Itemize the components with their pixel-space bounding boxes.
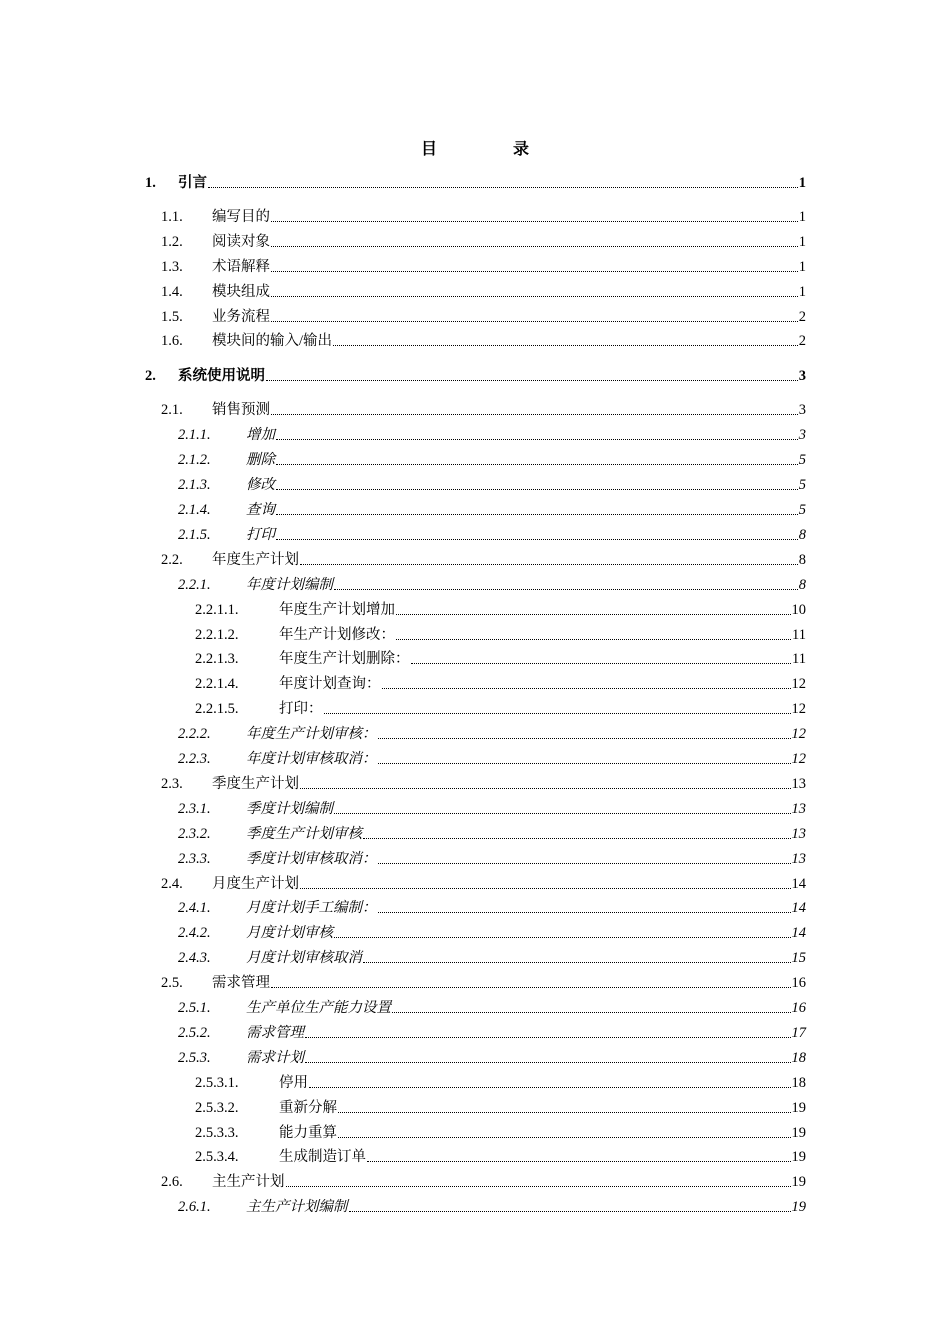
toc-entry-title: 能力重算 <box>279 1125 337 1141</box>
toc-entry-page: 19 <box>791 1149 806 1165</box>
toc-entry-page: 19 <box>791 1125 806 1141</box>
toc-entry[interactable] <box>195 1070 806 1092</box>
dot-leader <box>271 246 798 247</box>
toc-entry-title: 季度计划审核取消： <box>246 851 377 867</box>
toc-entry-page: 19 <box>791 1100 806 1116</box>
toc-entry-number: 2.4.1. <box>178 900 211 916</box>
toc-entry-number: 2.3.2. <box>178 826 211 842</box>
toc-entry[interactable] <box>195 646 806 668</box>
toc-entry-number: 2.2.3. <box>178 751 211 767</box>
dot-leader <box>334 937 791 938</box>
toc-entry-page: 3 <box>798 368 806 384</box>
toc-entry-title: 需求计划 <box>246 1050 304 1066</box>
toc-entry-title: 阅读对象 <box>212 234 270 250</box>
dot-leader <box>334 589 798 590</box>
dot-leader <box>276 539 798 540</box>
toc-entry[interactable] <box>195 1095 806 1117</box>
toc-entry-number: 2.5. <box>161 975 183 991</box>
toc-entry-page: 19 <box>791 1174 806 1190</box>
toc-entry[interactable] <box>195 597 806 619</box>
toc-entry[interactable] <box>195 696 806 718</box>
toc-entry-number: 1. <box>145 175 156 191</box>
toc-entry-number: 2.6.1. <box>178 1199 211 1215</box>
toc-entry-page: 14 <box>791 876 806 892</box>
dot-leader <box>305 1062 791 1063</box>
toc-entry[interactable] <box>178 895 806 917</box>
dot-leader <box>300 788 791 789</box>
toc-entry-number: 2.4. <box>161 876 183 892</box>
toc-entry-page: 3 <box>798 402 806 418</box>
toc-entry-number: 2.2.1. <box>178 577 211 593</box>
toc-entry-title: 月度计划手工编制： <box>246 900 377 916</box>
toc-entry-page: 17 <box>791 1025 806 1041</box>
toc-entry-number: 1.3. <box>161 259 183 275</box>
toc-entry-number: 2.1.2. <box>178 452 211 468</box>
toc-entry[interactable] <box>178 522 806 544</box>
toc-entry-title: 编写目的 <box>212 209 270 225</box>
toc-entry-page: 11 <box>792 627 806 643</box>
toc-entry-number: 2.5.3.4. <box>195 1149 239 1165</box>
toc-entry-number: 2.5.3.2. <box>195 1100 239 1116</box>
toc-entry[interactable] <box>178 796 806 818</box>
dot-leader <box>333 345 798 346</box>
toc-entry-number: 2.6. <box>161 1174 183 1190</box>
toc-entry[interactable] <box>178 1194 806 1216</box>
dot-leader <box>396 639 791 640</box>
toc-entry-page: 14 <box>791 900 806 916</box>
dot-leader <box>208 187 798 188</box>
toc-entry[interactable] <box>178 721 806 743</box>
toc-entry[interactable] <box>178 746 806 768</box>
dot-leader <box>276 464 798 465</box>
toc-entry-page: 5 <box>798 477 806 493</box>
dot-leader <box>338 1112 791 1113</box>
toc-entry-number: 2.3. <box>161 776 183 792</box>
toc-entry[interactable] <box>195 671 806 693</box>
toc-title: 目 录 <box>420 141 559 158</box>
toc-entry-title: 年度生产计划增加 <box>279 602 395 618</box>
toc-entry-page: 16 <box>791 1000 806 1016</box>
toc-entry-page: 8 <box>798 527 806 543</box>
dot-leader <box>271 414 798 415</box>
toc-entry[interactable] <box>145 170 806 192</box>
toc-entry[interactable] <box>178 472 806 494</box>
toc-entry-title: 年度计划编制 <box>246 577 333 593</box>
toc-entry-title: 季度计划编制 <box>246 801 333 817</box>
toc-entry[interactable] <box>161 771 806 793</box>
dot-leader <box>271 987 791 988</box>
toc-entry-page: 2 <box>798 333 806 349</box>
toc-entry-number: 2.2.1.1. <box>195 602 239 618</box>
toc-entry-page: 19 <box>791 1199 806 1215</box>
toc-entry[interactable] <box>161 871 806 893</box>
dot-leader <box>324 713 791 714</box>
toc-entry-number: 2.1.1. <box>178 427 211 443</box>
toc-entry[interactable] <box>161 970 806 992</box>
toc-entry-title: 需求管理 <box>212 975 270 991</box>
toc-entry-number: 2.2.1.4. <box>195 676 239 692</box>
toc-entry-title: 模块间的输入/输出 <box>212 333 333 349</box>
toc-entry[interactable] <box>161 254 806 276</box>
toc-entry-title: 增加 <box>246 427 275 443</box>
toc-entry-title: 需求管理 <box>246 1025 304 1041</box>
toc-entry-title: 年生产计划修改： <box>279 627 395 643</box>
dot-leader <box>300 564 798 565</box>
toc-entry-number: 1.4. <box>161 284 183 300</box>
toc-entry-title: 打印 <box>246 527 275 543</box>
dot-leader <box>349 1211 791 1212</box>
toc-entry-title: 修改 <box>246 477 275 493</box>
toc-entry[interactable] <box>195 622 806 644</box>
dot-leader <box>276 489 798 490</box>
toc-entry-title: 生成制造订单 <box>279 1149 366 1165</box>
dot-leader <box>392 1012 791 1013</box>
toc-entry-number: 2.2.1.3. <box>195 651 239 667</box>
toc-entry-title: 季度生产计划审核 <box>246 826 362 842</box>
toc-entry-page: 14 <box>791 925 806 941</box>
toc-entry-title: 生产单位生产能力设置 <box>246 1000 391 1016</box>
toc-entry-number: 1.1. <box>161 209 183 225</box>
toc-entry-number: 2.1.4. <box>178 502 211 518</box>
toc-entry-page: 12 <box>791 701 806 717</box>
dot-leader <box>367 1161 791 1162</box>
dot-leader <box>363 838 791 839</box>
toc-entry-page: 1 <box>798 234 806 250</box>
toc-entry-page: 13 <box>791 801 806 817</box>
toc-entry-number: 1.2. <box>161 234 183 250</box>
toc-entry-number: 2.4.2. <box>178 925 211 941</box>
toc-entry-number: 1.6. <box>161 333 183 349</box>
dot-leader <box>396 614 791 615</box>
toc-entry[interactable] <box>178 422 806 444</box>
toc-entry[interactable] <box>161 328 806 350</box>
toc-entry-number: 2.5.1. <box>178 1000 211 1016</box>
toc-entry-page: 18 <box>791 1075 806 1091</box>
toc-entry-number: 2.1.5. <box>178 527 211 543</box>
toc-entry[interactable] <box>178 572 806 594</box>
toc-entry-number: 2.5.3.3. <box>195 1125 239 1141</box>
toc-entry-title: 年度生产计划 <box>212 552 299 568</box>
toc-entry-title: 删除 <box>246 452 275 468</box>
dot-leader <box>300 888 791 889</box>
toc-entry-title: 查询 <box>246 502 275 518</box>
toc-entry-page: 15 <box>791 950 806 966</box>
dot-leader <box>378 763 791 764</box>
toc-entry-number: 2.5.3.1. <box>195 1075 239 1091</box>
toc-entry-title: 停用 <box>279 1075 308 1091</box>
toc-entry-page: 1 <box>798 175 806 191</box>
toc-entry-number: 2.2.1.5. <box>195 701 239 717</box>
toc-entry-page: 1 <box>798 259 806 275</box>
toc-entry-page: 18 <box>791 1050 806 1066</box>
toc-entry-page: 13 <box>791 851 806 867</box>
toc-entry[interactable] <box>161 304 806 326</box>
dot-leader <box>382 688 791 689</box>
dot-leader <box>411 663 792 664</box>
toc-entry-page: 11 <box>792 651 806 667</box>
toc-entry-page: 1 <box>798 209 806 225</box>
toc-entry[interactable] <box>161 204 806 226</box>
toc-entry-title: 术语解释 <box>212 259 270 275</box>
toc-entry-title: 主生产计划 <box>212 1174 285 1190</box>
toc-entry[interactable] <box>161 229 806 251</box>
toc-entry-title: 主生产计划编制 <box>246 1199 348 1215</box>
toc-entry-page: 2 <box>798 309 806 325</box>
dot-leader <box>276 514 798 515</box>
toc-entry[interactable] <box>178 497 806 519</box>
toc-entry-title: 业务流程 <box>212 309 270 325</box>
dot-leader <box>305 1037 791 1038</box>
toc-entry[interactable] <box>178 920 806 942</box>
toc-entry[interactable] <box>161 547 806 569</box>
toc-entry[interactable] <box>178 945 806 967</box>
toc-entry[interactable] <box>178 1045 806 1067</box>
dot-leader <box>378 863 791 864</box>
toc-entry-title: 月度生产计划 <box>212 876 299 892</box>
toc-entry-page: 16 <box>791 975 806 991</box>
toc-entry[interactable] <box>178 846 806 868</box>
toc-entry-number: 2.5.2. <box>178 1025 211 1041</box>
toc-entry[interactable] <box>195 1120 806 1142</box>
toc-entry[interactable] <box>178 995 806 1017</box>
dot-leader <box>266 380 798 381</box>
dot-leader <box>378 912 791 913</box>
toc-entry-title: 月度计划审核取消 <box>246 950 362 966</box>
toc-entry-number: 2.1. <box>161 402 183 418</box>
toc-entry-page: 1 <box>798 284 806 300</box>
toc-entry-page: 13 <box>791 776 806 792</box>
toc-entry-page: 3 <box>798 427 806 443</box>
toc-entry-number: 2.3.3. <box>178 851 211 867</box>
toc-entry[interactable] <box>178 447 806 469</box>
dot-leader <box>271 321 798 322</box>
toc-entry-number: 2. <box>145 368 156 384</box>
toc-entry[interactable] <box>178 1020 806 1042</box>
toc-entry-number: 2.2.2. <box>178 726 211 742</box>
toc-entry-number: 1.5. <box>161 309 183 325</box>
toc-entry[interactable] <box>161 279 806 301</box>
toc-entry-title: 打印： <box>279 701 323 717</box>
toc-entry-page: 13 <box>791 826 806 842</box>
toc-entry-title: 引言 <box>178 175 207 191</box>
dot-leader <box>271 221 798 222</box>
toc-entry-title: 月度计划审核 <box>246 925 333 941</box>
toc-entry-title: 年度计划审核取消： <box>246 751 377 767</box>
toc-entry-page: 12 <box>791 676 806 692</box>
toc-entry-number: 2.5.3. <box>178 1050 211 1066</box>
toc-entry-number: 2.2. <box>161 552 183 568</box>
toc-entry-page: 12 <box>791 751 806 767</box>
dot-leader <box>378 738 791 739</box>
toc-entry-page: 8 <box>798 577 806 593</box>
toc-entry[interactable] <box>178 821 806 843</box>
toc-entry-title: 系统使用说明 <box>178 368 265 384</box>
toc-entry-number: 2.4.3. <box>178 950 211 966</box>
toc-entry-title: 年度生产计划审核： <box>246 726 377 742</box>
toc-entry-title: 重新分解 <box>279 1100 337 1116</box>
toc-entry-page: 5 <box>798 502 806 518</box>
dot-leader <box>334 813 791 814</box>
toc-entry-title: 季度生产计划 <box>212 776 299 792</box>
toc-entry[interactable] <box>145 363 806 385</box>
toc-entry[interactable] <box>161 397 806 419</box>
toc-entry-page: 10 <box>791 602 806 618</box>
toc-entry-page: 5 <box>798 452 806 468</box>
toc-entry-number: 2.3.1. <box>178 801 211 817</box>
toc-entry[interactable] <box>161 1169 806 1191</box>
toc-entry[interactable] <box>195 1144 806 1166</box>
dot-leader <box>271 271 798 272</box>
dot-leader <box>309 1087 791 1088</box>
toc-entry-title: 模块组成 <box>212 284 270 300</box>
toc-entry-title: 年度生产计划删除： <box>279 651 410 667</box>
toc-entry-number: 2.1.3. <box>178 477 211 493</box>
toc-entry-number: 2.2.1.2. <box>195 627 239 643</box>
dot-leader <box>363 962 791 963</box>
toc-entry-page: 8 <box>798 552 806 568</box>
toc-entry-title: 年度计划查询： <box>279 676 381 692</box>
dot-leader <box>338 1137 791 1138</box>
toc-entry-page: 12 <box>791 726 806 742</box>
dot-leader <box>271 296 798 297</box>
dot-leader <box>286 1186 791 1187</box>
toc-entry-title: 销售预测 <box>212 402 270 418</box>
dot-leader <box>276 439 798 440</box>
